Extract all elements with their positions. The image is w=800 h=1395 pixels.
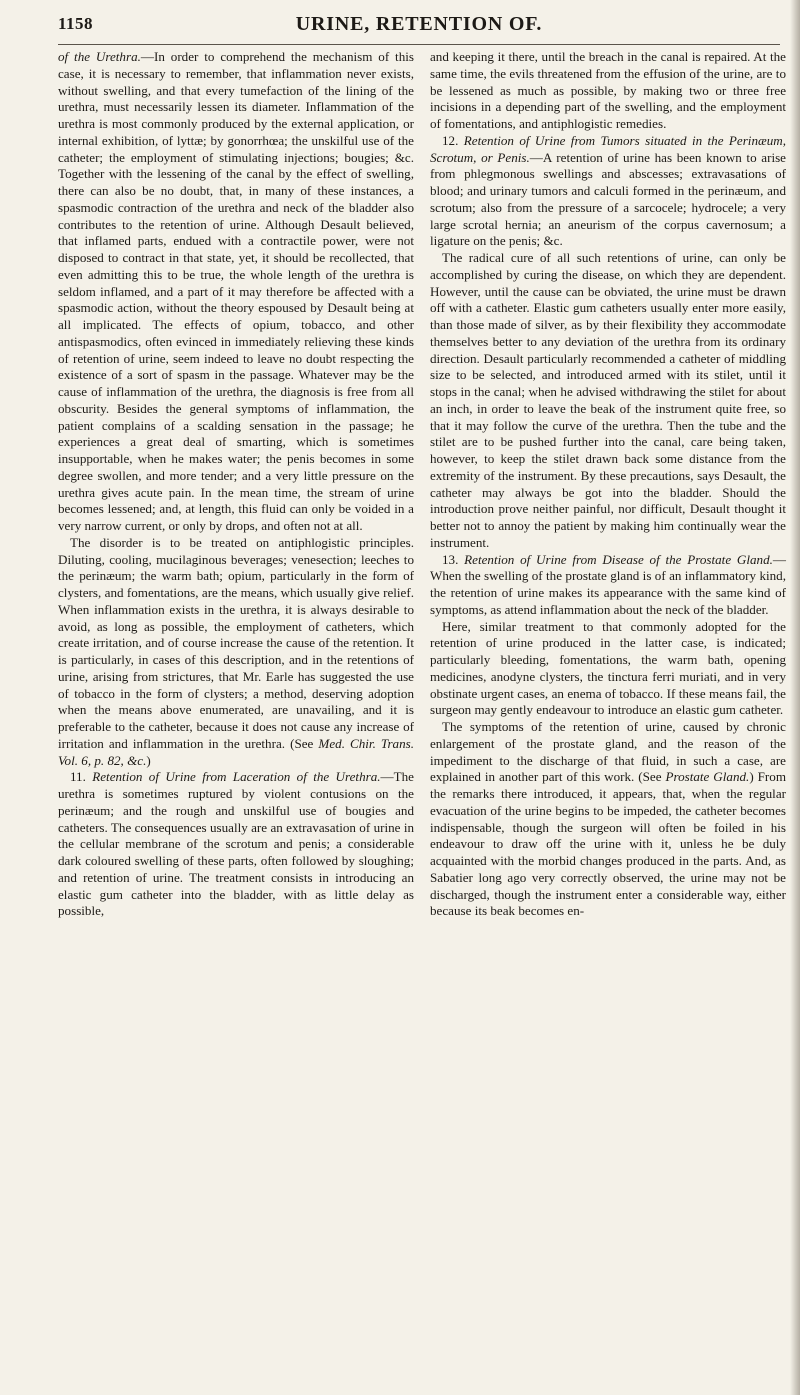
paragraph-lead: of the Urethra. (58, 49, 141, 64)
paragraph (430, 250, 786, 552)
section-number: 11. (70, 769, 86, 785)
paragraph-text: ) From the remarks there introduced, it appears, that, when the regular evacuation of the urine begins to be impeded, the catheter becomes indispensable, though the surgeon will often be foiled in his endeavour to draw off the urine with it, unless he be duly acquainted with the morbid changes produced in the parts. And, as Sabatier long ago very correctly observed, the urine may not be discharged, though the instrument enter a considerable way, either because its beak becomes en- (430, 769, 786, 919)
section-heading: Retention of Urine from Disease of the Prostate Gland. (464, 551, 773, 567)
running-title: URINE, RETENTION OF. (295, 13, 543, 35)
paragraph-text: —When the swelling of the prostate gland is of an inflammatory kind, the retention of urine makes its appearance with the same kind of symptoms, as attend inflammation about the neck of the bladder. (430, 551, 786, 617)
paragraph (430, 619, 786, 720)
left-column (58, 49, 414, 920)
paragraph (58, 49, 414, 535)
paragraph-text: The radical cure of all such retentions of urine, can only be accomplished by curing the disease, on which they are dependent. However, until the cause can be obviated, the urine must be drawn off with a catheter. Elastic gum catheters usually enter more easily, than those made of silver, as by their flexibility they accommodate themselves better to any deviation of the urethra from its ordinary direction. Desault particularly recommended a catheter of middling size to be selected, and introduced armed with its stilet, until it stops in the canal; when he advised withdrawing the stilet for about an inch, in order to leave the beak of the instrument quite free, so that it may follow the curve of the urethra. Then the tube and the stilet are to be pushed further into the canal, care being taken, however, to keep the stilet drawn back some distance from the extremity of the instrument. By these precautions, says Desault, the catheter may always be got into the bladder. Should the introduction prove neither painful, nor difficult, Desault thought it better not to annoy the patient by making him continually wear the instrument. (430, 250, 786, 550)
section-paragraph (58, 769, 414, 920)
paragraph-text: The disorder is to be treated on antiphlogistic principles. Diluting, cooling, mucilaginous beverages; venesection; leeches to the perinæum; the warm bath; opium, particularly in the form of clysters, and fomentations, are the means, which usually give relief. When inflammation exists in the urethra, it is always desirable to avoid, as long as possible, the employment of catheters, which create irritation, and of course increase the cause of the retention. It is particularly, in cases of this description, and in the retentions of urine, arising from strictures, that Mr. Earle has suggested the use of tobacco in the form of clysters; a method, deserving adoption when the means above enumerated, are unavailing, and it is preferable to the catheter, because it does not cause any increase of irritation and inflammation in the urethra. (See (58, 534, 414, 751)
paragraph (430, 49, 786, 133)
section-number: 12. (442, 132, 459, 148)
paragraph-text: and keeping it there, until the breach in the canal is repaired. At the same time, the evils threatened from the effusion of the urine, are to be lessened as much as possible, by making two or three free incisions in a depending part of the swelling, and the employment of fomentations, and antiphlogistic remedies. (430, 49, 786, 131)
paragraph (58, 535, 414, 770)
paragraph-text: —A retention of urine has been known to arise from phlegmonous swellings and abscesses; extravasations of blood; and urinary tumors and calculi formed in the perinæum, and scrotum; also from the pressure of a sarcocele; hydrocele; a very large scrotal hernia; an aneurism of the corpus cavernosum; a ligature on the penis; &c. (430, 149, 786, 249)
citation: Prostate Gland. (665, 769, 750, 785)
right-column (430, 49, 786, 920)
paragraph-text: —The urethra is sometimes ruptured by violent contusions on the perinæum; and the rough and unskilful use of bougies and catheters. The consequences usually are an extravasation of urine in the cellular membrane of the scrotum and penis; a considerable dark coloured swelling of these parts, often followed by sloughing; and retention of urine. The treatment consists in introducing an elastic gum catheter into the bladder, with as little delay as possible, (58, 769, 414, 919)
section-number: 13. (442, 551, 459, 567)
section-heading: Retention of Urine from Laceration of the Urethra. (92, 769, 381, 785)
citation: Med. Chir. Trans. Vol. 6, p. 82, &c. (58, 735, 415, 768)
paragraph-text: Here, similar treatment to that commonly adopted for the retention of urine produced in the latter case, is indicated; particularly bleeding, fomentations, the warm bath, opening medicines, anodyne clysters, the tinctura ferri muriati, and in very obstinate urgent cases, an enema of tobacco. If these means fail, the surgeon may gently endeavour to introduce an elastic gum catheter. (430, 618, 786, 718)
paragraph-text: —In order to comprehend the mechanism of this case, it is necessary to remember, that inflammation never exists, without swelling, and that every tumefaction of the lining of the urethra, must necessarily lessen its diameter. Inflammation of the urethra is most commonly produced by the external application, or internal exhibition, of lyttæ; by gonorrhœa; the unskilful use of the catheter; the employment of stimulating injections; bougies; &c. Together with the lessening of the canal by the effect of swelling, there can also be no doubt, that, in many of these instances, a spasmodic contraction of the urethra and neck of the bladder also contributes to the retention of urine. Although Desault believed, that inflamed parts, endued with a contractile power, were not disposed to contract in that state, yet, it should be recollected, that even admitting this to be true, the whole length of the urethra is seldom inflamed, and a part of it may therefore be affected with a spasmodic action, without the theory espoused by Desault being at all implicated. The effects of opium, tobacco, and other antispasmodics, often evinced in immediately relieving these kinds of retention of urine, seem indeed to leave no doubt respecting the existence of a sort of spasm in the passage. Whatever may be the cause of inflammation of the urethra, the diagnosis is free from all obscurity. Besides the general symptoms of inflammation, the patient complains of a scalding sensation in the passage; he experiences a great deal of smarting, which is sometimes insupportable, when he makes water; the penis becomes in some degree swollen, and more tender; and a very little pressure on the urethra gives acute pain. In the mean time, the stream of urine becomes lessened; and, at length, this fluid can only be voided in a very narrow current, or only by drops, and often not at all. (58, 49, 414, 533)
paragraph (430, 719, 786, 920)
section-paragraph (430, 133, 786, 250)
section-paragraph (430, 552, 786, 619)
page-edge-shadow (790, 0, 800, 1395)
text-columns (58, 49, 786, 920)
page-number: 1158 (58, 14, 94, 33)
section-heading: Retention of Urine from Tumors situated in the Perinæum, Scrotum, or Penis. (430, 132, 787, 165)
paragraph-text: The symptoms of the retention of urine, caused by chronic enlargement of the prostate gland, and the reason of the impediment to the discharge of that fluid, in such a case, are explained in another part of this work. (See (430, 719, 786, 785)
citation-close: ) (146, 752, 151, 768)
running-head (58, 10, 780, 45)
